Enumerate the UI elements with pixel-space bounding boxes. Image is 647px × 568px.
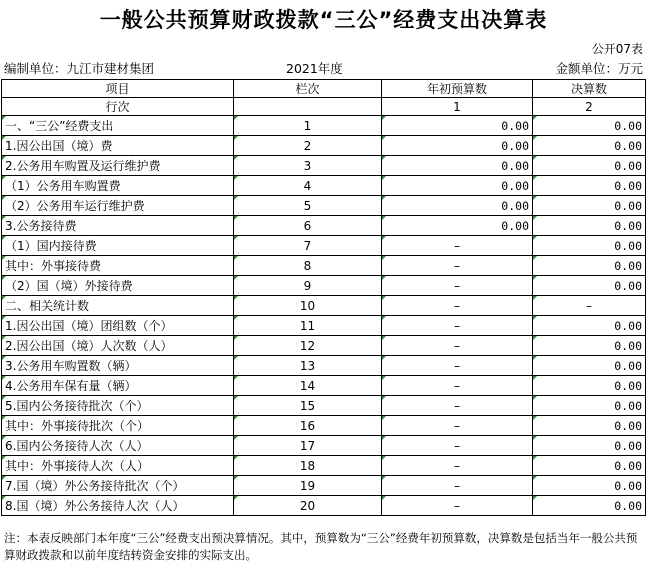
row-line-number: 6: [234, 216, 382, 236]
row-budget: 0.00: [382, 116, 533, 136]
row-line-number: 3: [234, 156, 382, 176]
header-budget: 年初预算数: [382, 80, 533, 98]
row-final: 0.00: [533, 476, 646, 496]
row-item: 其中：外事接待批次（个）: [2, 416, 234, 436]
row-final: 0.00: [533, 456, 646, 476]
row-item: 其中：外事接待人次（人）: [2, 456, 234, 476]
row-final: 0.00: [533, 136, 646, 156]
row-budget: 0.00: [382, 156, 533, 176]
row-final: 0.00: [533, 336, 646, 356]
row-final: –: [533, 296, 646, 316]
row-line-number: 7: [234, 236, 382, 256]
row-budget: 0.00: [382, 136, 533, 156]
table-row: [2, 116, 646, 136]
row-item: 8.国（境）外公务接待人次（人）: [2, 496, 234, 516]
row-item: 其中：外事接待费: [2, 256, 234, 276]
subheader-budget: 1: [382, 98, 533, 116]
row-item: 2.因公出国（境）人次数（人）: [2, 336, 234, 356]
row-budget: –: [382, 336, 533, 356]
table-row: [2, 256, 646, 276]
expense-table: [1, 79, 646, 516]
row-final: 0.00: [533, 496, 646, 516]
row-budget: –: [382, 496, 533, 516]
row-final: 0.00: [533, 256, 646, 276]
row-item: 7.国（境）外公务接待批次（个）: [2, 476, 234, 496]
row-item: （2）国（境）外接待费: [2, 276, 234, 296]
row-line-number: 9: [234, 276, 382, 296]
table-row: [2, 376, 646, 396]
subheader-row: [2, 98, 646, 116]
page-title: 一般公共预算财政拨款“三公”经费支出决算表: [99, 8, 548, 32]
row-item: 1.因公出国（境）团组数（个）: [2, 316, 234, 336]
table-body: [2, 116, 646, 516]
row-item: 5.国内公务接待批次（个）: [2, 396, 234, 416]
row-final: 0.00: [533, 196, 646, 216]
table-row: [2, 416, 646, 436]
table-row: [2, 196, 646, 216]
subheader-line: [234, 98, 382, 116]
header-item: 项目: [2, 80, 234, 98]
table-row: [2, 396, 646, 416]
row-item: 3.公务用车购置数（辆）: [2, 356, 234, 376]
footnote: 注：本表反映部门本年度“三公”经费支出预决算情况。其中，预算数为“三公”经费年初预算数，决算数是包括当年一般公共预算财政拨款和以前年度结转资金安排的实际支出。: [4, 531, 638, 562]
row-final: 0.00: [533, 436, 646, 456]
row-budget: –: [382, 296, 533, 316]
row-budget: –: [382, 316, 533, 336]
row-budget: –: [382, 376, 533, 396]
row-line-number: 14: [234, 376, 382, 396]
header-final: 决算数: [533, 80, 646, 98]
row-line-number: 13: [234, 356, 382, 376]
row-final: 0.00: [533, 376, 646, 396]
subheader-item: 行次: [2, 98, 234, 116]
row-item: 二、相关统计数: [2, 296, 234, 316]
row-budget: 0.00: [382, 196, 533, 216]
row-line-number: 4: [234, 176, 382, 196]
table-row: [2, 216, 646, 236]
row-final: 0.00: [533, 156, 646, 176]
row-line-number: 5: [234, 196, 382, 216]
row-line-number: 17: [234, 436, 382, 456]
row-final: 0.00: [533, 276, 646, 296]
row-final: 0.00: [533, 356, 646, 376]
row-item: 一、“三公”经费支出: [2, 116, 234, 136]
table-row: [2, 436, 646, 456]
row-item: 4.公务用车保有量（辆）: [2, 376, 234, 396]
table-row: [2, 236, 646, 256]
row-final: 0.00: [533, 316, 646, 336]
row-final: 0.00: [533, 116, 646, 136]
table-row: [2, 336, 646, 356]
header-row: [2, 80, 646, 98]
row-budget: –: [382, 396, 533, 416]
row-line-number: 15: [234, 396, 382, 416]
report-year: 2021年度: [286, 61, 343, 76]
table-row: [2, 496, 646, 516]
row-final: 0.00: [533, 216, 646, 236]
row-budget: –: [382, 276, 533, 296]
row-budget: 0.00: [382, 176, 533, 196]
row-item: （2）公务用车运行维护费: [2, 196, 234, 216]
row-budget: –: [382, 356, 533, 376]
row-line-number: 19: [234, 476, 382, 496]
row-item: 2.公务用车购置及运行维护费: [2, 156, 234, 176]
report-meta: [4, 59, 643, 77]
row-line-number: 1: [234, 116, 382, 136]
row-item: 1.因公出国（境）费: [2, 136, 234, 156]
row-final: 0.00: [533, 396, 646, 416]
form-code: 公开07表: [591, 42, 643, 56]
row-budget: –: [382, 456, 533, 476]
table-row: [2, 176, 646, 196]
table-row: [2, 296, 646, 316]
row-line-number: 18: [234, 456, 382, 476]
table-row: [2, 136, 646, 156]
row-budget: –: [382, 236, 533, 256]
row-line-number: 10: [234, 296, 382, 316]
row-budget: –: [382, 436, 533, 456]
compiling-unit: 编制单位：九江市建材集团: [4, 61, 155, 76]
row-item: （1）公务用车购置费: [2, 176, 234, 196]
row-budget: –: [382, 256, 533, 276]
subheader-final: 2: [533, 98, 646, 116]
table-row: [2, 156, 646, 176]
row-final: 0.00: [533, 176, 646, 196]
table-row: [2, 356, 646, 376]
header-line: 栏次: [234, 80, 382, 98]
row-budget: 0.00: [382, 216, 533, 236]
row-line-number: 20: [234, 496, 382, 516]
table-row: [2, 276, 646, 296]
table-row: [2, 476, 646, 496]
row-final: 0.00: [533, 416, 646, 436]
row-line-number: 2: [234, 136, 382, 156]
row-budget: –: [382, 416, 533, 436]
row-item: 6.国内公务接待人次（人）: [2, 436, 234, 456]
row-item: （1）国内接待费: [2, 236, 234, 256]
money-unit: 金额单位：万元: [555, 61, 643, 76]
table-row: [2, 316, 646, 336]
row-budget: –: [382, 476, 533, 496]
table-row: [2, 456, 646, 476]
row-final: 0.00: [533, 236, 646, 256]
row-line-number: 12: [234, 336, 382, 356]
row-line-number: 11: [234, 316, 382, 336]
row-item: 3.公务接待费: [2, 216, 234, 236]
row-line-number: 16: [234, 416, 382, 436]
row-line-number: 8: [234, 256, 382, 276]
